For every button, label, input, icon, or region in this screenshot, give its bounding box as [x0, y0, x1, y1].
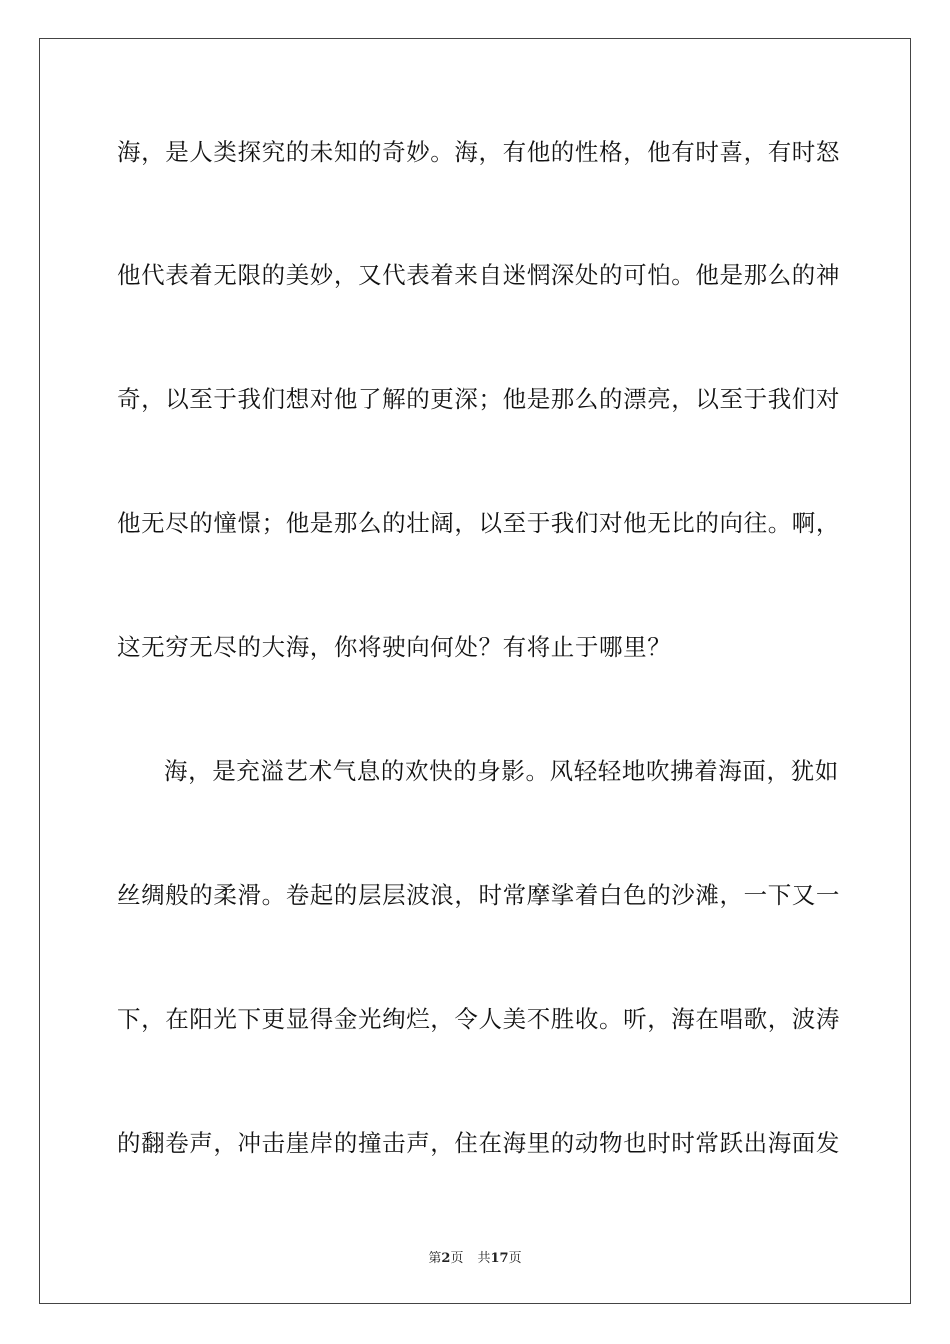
paragraph-1-line-4: 他无尽的憧憬；他是那么的壮阔，以至于我们对他无比的向往。啊， — [117, 509, 840, 537]
page-footer — [0, 1247, 950, 1266]
paragraph-1-line-3: 奇，以至于我们想对他了解的更深；他是那么的漂亮，以至于我们对 — [117, 385, 840, 413]
paragraph-2-line-3: 下，在阳光下更显得金光绚烂，令人美不胜收。听，海在唱歌，波涛 — [117, 1005, 840, 1033]
paragraph-1-line-2: 他代表着无限的美妙，又代表着来自迷惘深处的可怕。他是那么的神 — [117, 261, 840, 289]
page-number: 2 — [441, 1251, 451, 1266]
total-suffix: 页 — [508, 1251, 522, 1266]
paragraph-2-line-2: 丝绸般的柔滑。卷起的层层波浪，时常摩挲着白色的沙滩，一下又一 — [117, 881, 840, 909]
paragraph-2-line-4: 的翻卷声，冲击崖岸的撞击声，住在海里的动物也时时常跃出海面发 — [117, 1129, 840, 1157]
total-pages: 17 — [490, 1251, 509, 1266]
page-suffix: 页 — [450, 1251, 464, 1266]
total-prefix: 共 — [477, 1251, 491, 1266]
paragraph-1-line-5: 这无穷无尽的大海，你将驶向何处？有将止于哪里？ — [117, 633, 672, 661]
page-prefix: 第 — [428, 1251, 442, 1266]
paragraph-1-line-1: 海，是人类探究的未知的奇妙。海，有他的性格，他有时喜，有时怒 — [117, 138, 840, 166]
paragraph-2-line-1: 海，是充溢艺术气息的欢快的身影。风轻轻地吹拂着海面，犹如 — [164, 757, 839, 785]
page-border — [39, 38, 911, 1304]
